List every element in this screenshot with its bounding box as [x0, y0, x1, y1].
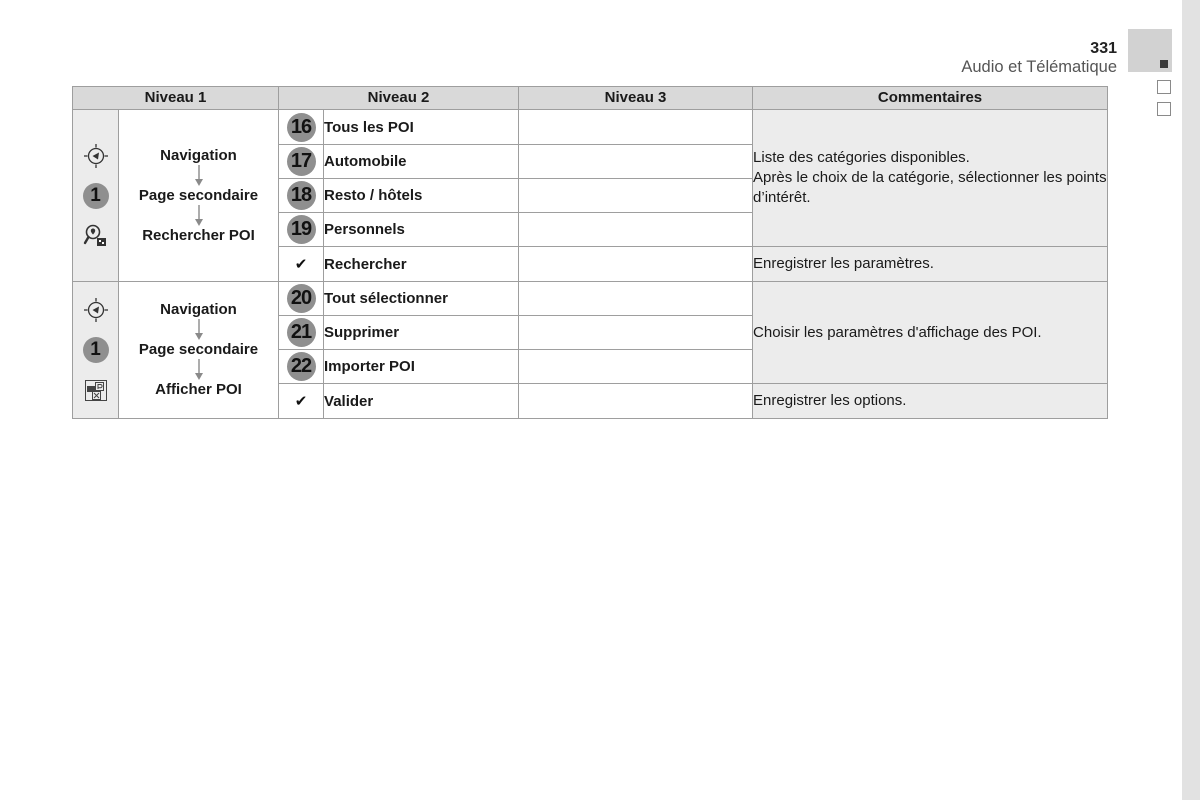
chapter-marker-empty: [1157, 102, 1171, 116]
chapter-marker: [1160, 60, 1168, 68]
comment-cell: [753, 110, 1108, 247]
number-badge: 19: [287, 215, 316, 244]
level3-cell: [519, 350, 753, 384]
step-number: 1: [83, 183, 109, 209]
comment-line: Liste des catégories disponibles.: [753, 149, 970, 166]
level3-cell: [519, 247, 753, 282]
table-row: [73, 282, 1108, 316]
number-badge: 17: [287, 147, 316, 176]
level2-marker: [279, 282, 324, 316]
level2-label: Valider: [324, 384, 519, 419]
display-poi-icon: [83, 370, 109, 410]
step-badge: [83, 330, 109, 370]
table-row: [73, 110, 1108, 145]
step-badge: [83, 176, 109, 216]
level2-marker: [279, 145, 324, 179]
level2-marker: [279, 213, 324, 247]
level3-cell: [519, 179, 753, 213]
number-badge: 16: [287, 113, 316, 142]
arrow-down-icon: [194, 206, 204, 226]
level2-label: Importer POI: [324, 350, 519, 384]
level2-label: Rechercher: [324, 247, 519, 282]
level3-cell: [519, 213, 753, 247]
comment-cell: [753, 247, 1108, 282]
level2-marker: [279, 350, 324, 384]
level2-marker: [279, 179, 324, 213]
level3-cell: [519, 282, 753, 316]
chapter-tab: [1128, 29, 1172, 72]
chapter-marker-empty: [1157, 80, 1171, 94]
search-poi-icon: [83, 216, 109, 256]
level1-path: [119, 282, 279, 419]
number-badge: 21: [287, 318, 316, 347]
level1-icons: [73, 110, 119, 282]
level2-marker: [279, 110, 324, 145]
comment-line: Enregistrer les paramètres.: [753, 255, 934, 272]
header-level2: Niveau 2: [279, 87, 519, 110]
comment-cell: [753, 282, 1108, 384]
arrow-down-icon: [194, 320, 204, 340]
check-icon: ✔: [294, 392, 308, 410]
poi-settings-table: [72, 86, 1108, 419]
comment-line: Enregistrer les options.: [753, 392, 907, 409]
check-icon: ✔: [294, 255, 308, 273]
level2-label: Tout sélectionner: [324, 282, 519, 316]
level2-marker: [279, 247, 324, 282]
header-level1: Niveau 1: [73, 87, 279, 110]
level1-step: Rechercher POI: [142, 226, 255, 244]
level2-label: Personnels: [324, 213, 519, 247]
comment-line: Choisir les paramètres d'affichage des POI.: [753, 323, 1042, 341]
level2-label: Tous les POI: [324, 110, 519, 145]
level2-label: Resto / hôtels: [324, 179, 519, 213]
comment-cell: [753, 384, 1108, 419]
level1-step: Navigation: [160, 301, 237, 318]
navigation-icon: [83, 290, 109, 330]
page-edge: [1182, 0, 1200, 800]
number-badge: 18: [287, 181, 316, 210]
step-number: 1: [83, 337, 109, 363]
navigation-icon: [83, 136, 109, 176]
level3-cell: [519, 110, 753, 145]
header-comments: Commentaires: [753, 87, 1108, 110]
arrow-down-icon: [194, 360, 204, 380]
number-badge: 22: [287, 352, 316, 381]
level1-step: Page secondaire: [138, 186, 259, 204]
level2-label: Automobile: [324, 145, 519, 179]
header-level3: Niveau 3: [519, 87, 753, 110]
level2-marker: [279, 316, 324, 350]
arrow-down-icon: [194, 166, 204, 186]
level1-step: Navigation: [160, 146, 237, 164]
level1-step: Page secondaire: [138, 341, 259, 358]
level3-cell: [519, 384, 753, 419]
number-badge: 20: [287, 284, 316, 313]
level3-cell: [519, 316, 753, 350]
section-title: Audio et Télématique: [961, 58, 1117, 76]
table-header-row: [73, 87, 1108, 110]
level1-icons: [73, 282, 119, 419]
comment-line: Après le choix de la catégorie, sélectionner les points d’intérêt.: [753, 169, 1107, 206]
level1-path: [119, 110, 279, 282]
level3-cell: [519, 145, 753, 179]
level2-label: Supprimer: [324, 316, 519, 350]
page-number: 331: [1090, 40, 1117, 57]
level2-marker: [279, 384, 324, 419]
level1-step: Afficher POI: [155, 381, 242, 398]
